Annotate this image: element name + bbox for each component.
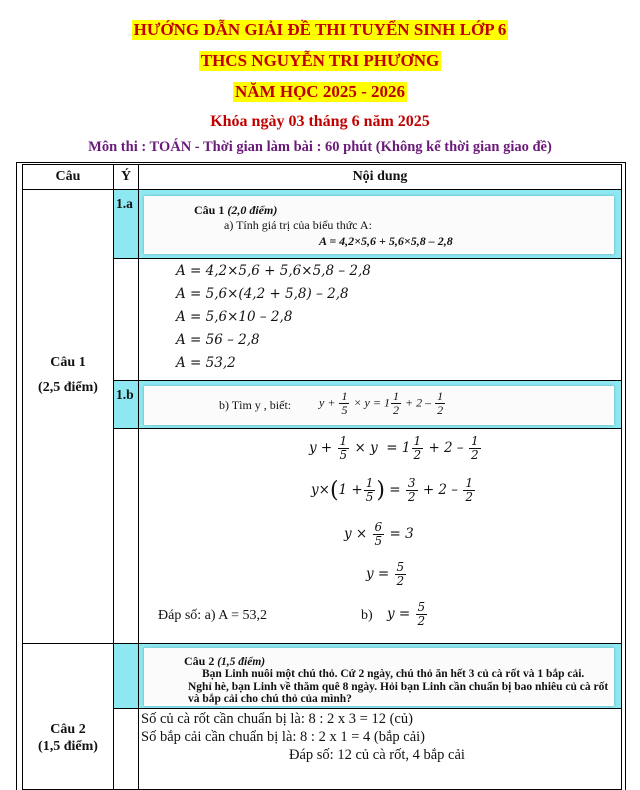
title-line-2: THCS NGUYỄN TRI PHƯƠNG [200, 51, 440, 70]
q2-solution-line-1: Số củ cà rốt cần chuẩn bị là: 8 : 2 x 3 = 12 (củ) [141, 711, 413, 727]
q1a-expression: A = 4,2×5,6 + 5,6×5,8 – 2,8 [319, 234, 453, 248]
exam-date: Khóa ngày 03 tháng 6 năm 2025 [210, 113, 430, 130]
q1a-step-3: A = 5,6×10 – 2,8 [176, 309, 293, 325]
cau1-cell [22, 189, 114, 644]
q1a-scan [144, 196, 614, 254]
q1b-step-3: y × $\frac{6}{5}$ = 3 [344, 520, 414, 548]
q1b-step-2: y×(1 + $\frac{1}{5}$ ) = $\frac{3}{2}$ + 2 – $\frac{1}{2}$ [311, 476, 473, 504]
cau2-label: Câu 2 [50, 722, 86, 737]
q1a-solution-cell [138, 258, 622, 381]
q1b-content-cell [138, 380, 622, 429]
q2-answer: Đáp số: 12 củ cà rốt, 4 bắp cải [289, 747, 465, 763]
col-header-cau: Câu [22, 164, 114, 190]
q1a-step-5: A = 53,2 [176, 355, 236, 371]
q2-problem-line-2: Nghỉ hè, bạn Linh về thăm quê 8 ngày. Hỏi bạn Linh cần chuẩn bị bao nhiêu củ cà rốt [188, 681, 609, 693]
q1a-step-1: A = 4,2×5,6 + 5,6×5,8 – 2,8 [176, 263, 371, 279]
y-2-solution-blank [113, 708, 139, 790]
q2-solution-cell [138, 708, 622, 790]
q1a-prompt: a) Tính giá trị của biểu thức A: [224, 218, 372, 232]
cau1-points: (2,5 điểm) [38, 380, 98, 395]
q1-answer-b: y = $\frac{5}{2}$ [387, 600, 426, 628]
y-2-blank [113, 643, 139, 709]
cau2-cell [22, 643, 114, 790]
cau2-points: (1,5 điểm) [38, 739, 98, 754]
q1b-step-4: y = $\frac{5}{2}$ [366, 560, 405, 588]
subject-line: Môn thi : TOÁN - Thời gian làm bài : 60 phút (Không kể thời gian giao đề) [88, 139, 552, 155]
q1b-step-1: y + $\frac{1}{5}$ × y = 1 $\frac{1}{2}$ + 2 – $\frac{1}{2}$ [309, 434, 479, 462]
q1a-content-cell [138, 189, 622, 259]
q1-answer-b-label: b) [361, 608, 373, 623]
q1a-step-4: A = 56 – 2,8 [176, 332, 260, 348]
q2-scan [144, 648, 614, 706]
q2-content-cell [138, 643, 622, 709]
cau1-label: Câu 1 [50, 355, 86, 370]
q2-problem-line-3: và bắp cải cho chú thỏ của mình? [188, 693, 352, 705]
q1a-step-2: A = 5,6×(4,2 + 5,8) – 2,8 [176, 286, 349, 302]
q1b-prompt: b) Tìm y , biết: [219, 398, 292, 412]
q2-heading: Câu 2 (1,5 điểm) [184, 654, 266, 668]
q1a-heading: Câu 1 (2,0 điểm) [194, 203, 278, 217]
q2-solution-line-2: Số bắp cải cần chuẩn bị là: 8 : 2 x 1 = 4 (bắp cải) [141, 729, 425, 745]
y-1b: 1.b [113, 380, 139, 429]
col-header-y: Ý [113, 164, 139, 190]
q1b-equation: y + $\frac{1}{5}$ × y = 1 $\frac{1}{2}$ + 2 – $\frac{1}{2}$ [319, 389, 444, 417]
y-1b-solution-blank [113, 428, 139, 644]
title-line-1: HƯỚNG DẪN GIẢI ĐỀ THI TUYỂN SINH LỚP 6 [133, 20, 507, 39]
y-1a-solution-blank [113, 258, 139, 381]
col-header-noi-dung: Nội dung [138, 164, 622, 190]
q1b-scan [144, 386, 614, 425]
q2-problem-line-1: Bạn Linh nuôi một chú thỏ. Cứ 2 ngày, chú thỏ ăn hết 3 củ cà rốt và 1 bắp cải. [202, 668, 585, 680]
q1b-solution-cell [138, 428, 622, 644]
y-1a: 1.a [113, 189, 139, 259]
title-line-3: NĂM HỌC 2025 - 2026 [235, 82, 405, 101]
q1-answer-a: Đáp số: a) A = 53,2 [158, 608, 267, 623]
